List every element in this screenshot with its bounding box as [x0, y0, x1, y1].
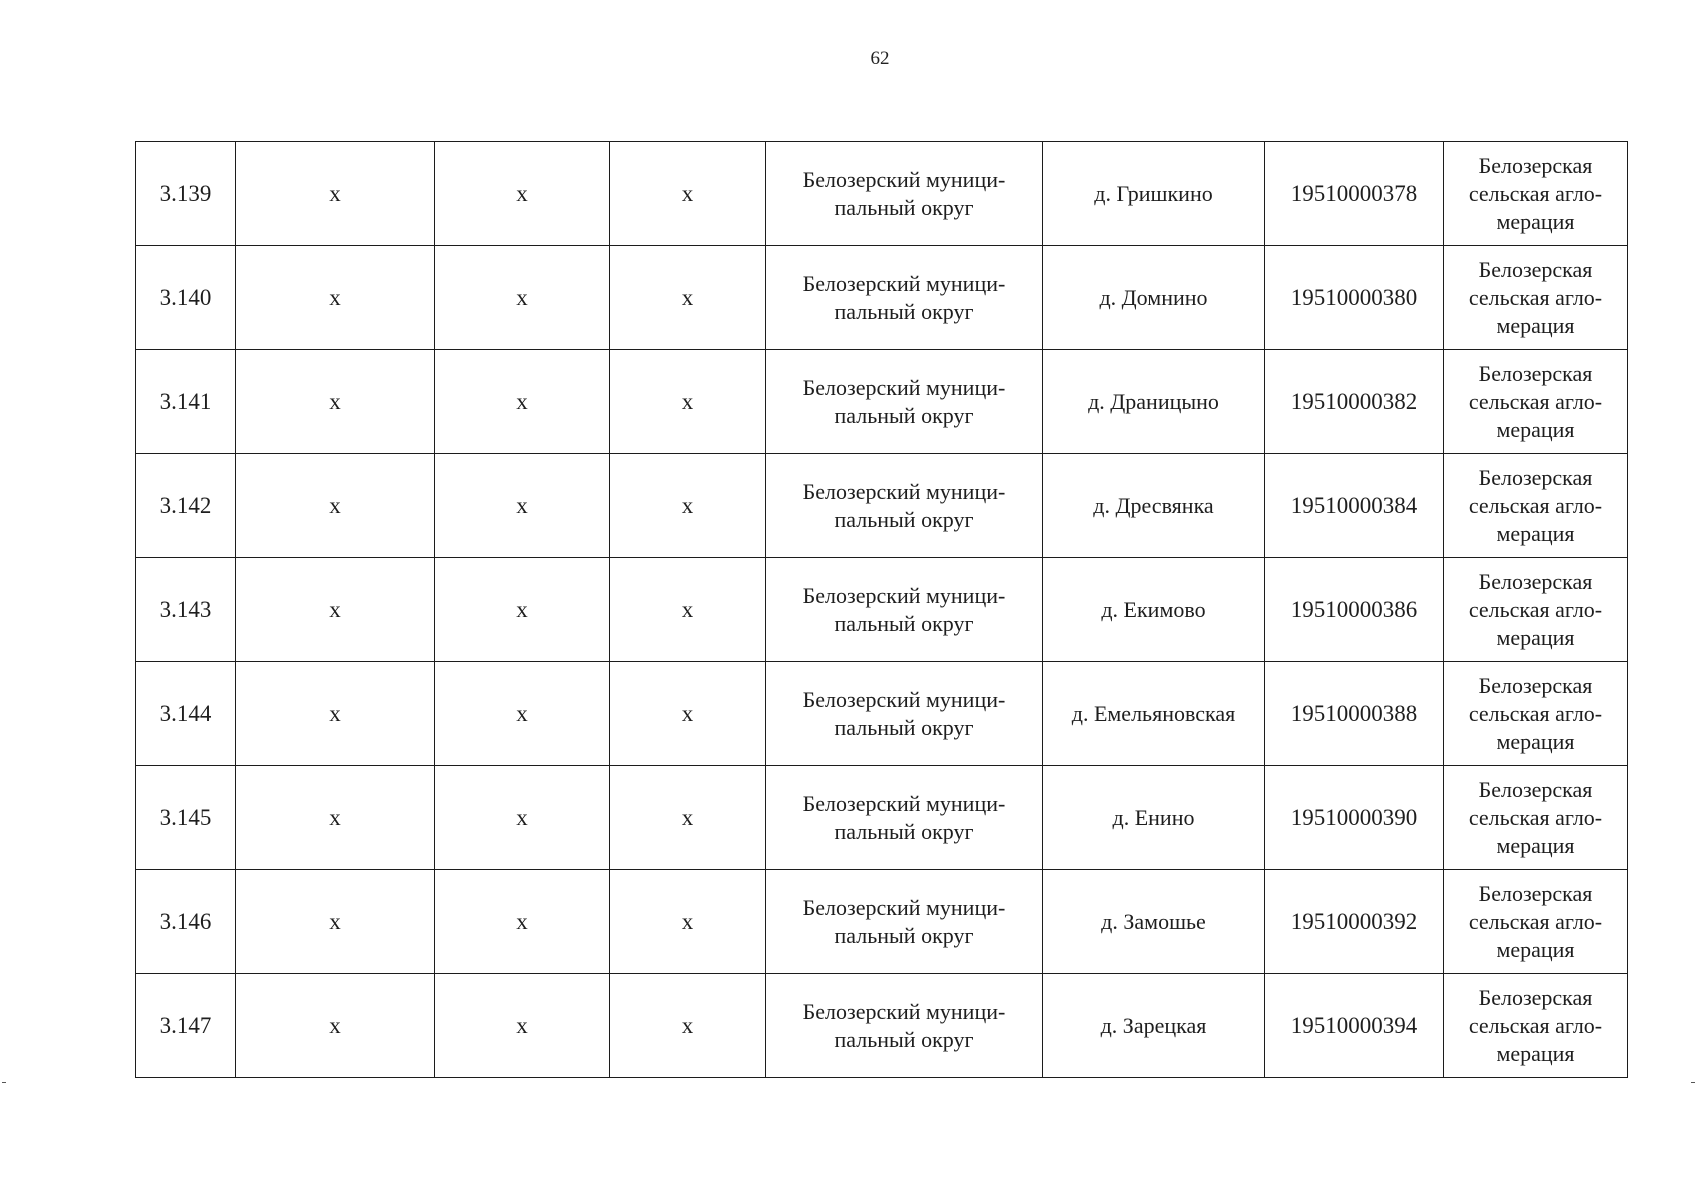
placeholder-cell: х	[236, 662, 435, 766]
municipality-cell	[766, 246, 1043, 350]
municipality-line: пальный округ	[834, 610, 974, 636]
municipality-line: Белозерский муници-	[802, 998, 1006, 1024]
municipality-line: Белозерский муници-	[802, 582, 1006, 608]
row-number-cell: 3.147	[136, 974, 236, 1078]
placeholder-cell: х	[435, 974, 610, 1078]
settlement-cell: д. Замошье	[1043, 870, 1265, 974]
row-number-cell: 3.145	[136, 766, 236, 870]
settlement-cell: д. Драницыно	[1043, 350, 1265, 454]
agglomeration-line: мерация	[1496, 936, 1575, 962]
agglomeration-cell	[1444, 974, 1628, 1078]
placeholder-cell: х	[435, 558, 610, 662]
placeholder-cell: х	[236, 558, 435, 662]
settlement-cell: д. Екимово	[1043, 558, 1265, 662]
agglomeration-line: сельская агло-	[1468, 1012, 1603, 1038]
municipality-line: пальный округ	[834, 1026, 974, 1052]
placeholder-cell: х	[610, 142, 766, 246]
agglomeration-line: Белозерская	[1478, 464, 1593, 490]
placeholder-cell: х	[236, 870, 435, 974]
placeholder-cell: х	[236, 350, 435, 454]
placeholder-cell: х	[236, 246, 435, 350]
oktmo-code-cell: 19510000380	[1265, 246, 1444, 350]
placeholder-cell: х	[236, 454, 435, 558]
page-number: 62	[870, 48, 890, 69]
municipality-line: Белозерский муници-	[802, 894, 1006, 920]
placeholder-cell: х	[435, 870, 610, 974]
agglomeration-cell	[1444, 142, 1628, 246]
row-number-cell: 3.144	[136, 662, 236, 766]
oktmo-code-cell: 19510000382	[1265, 350, 1444, 454]
settlement-cell: д. Зарецкая	[1043, 974, 1265, 1078]
agglomeration-line: сельская агло-	[1468, 804, 1603, 830]
agglomeration-line: мерация	[1496, 1040, 1575, 1066]
placeholder-cell: х	[610, 870, 766, 974]
placeholder-cell: х	[435, 662, 610, 766]
table-row	[136, 558, 1628, 662]
oktmo-code-cell: 19510000392	[1265, 870, 1444, 974]
agglomeration-cell	[1444, 454, 1628, 558]
municipality-cell	[766, 142, 1043, 246]
agglomeration-line: мерация	[1496, 832, 1575, 858]
registry-table	[135, 141, 1628, 1078]
agglomeration-cell	[1444, 870, 1628, 974]
agglomeration-line: Белозерская	[1478, 152, 1593, 178]
agglomeration-line: сельская агло-	[1468, 388, 1603, 414]
scan-edge-mark-left	[2, 1082, 6, 1083]
placeholder-cell: х	[435, 246, 610, 350]
agglomeration-line: мерация	[1496, 312, 1575, 338]
municipality-line: Белозерский муници-	[802, 790, 1006, 816]
agglomeration-line: мерация	[1496, 728, 1575, 754]
municipality-line: пальный округ	[834, 922, 974, 948]
table-row	[136, 870, 1628, 974]
table-row	[136, 350, 1628, 454]
agglomeration-line: сельская агло-	[1468, 180, 1603, 206]
placeholder-cell: х	[610, 558, 766, 662]
row-number-cell: 3.146	[136, 870, 236, 974]
municipality-line: Белозерский муници-	[802, 270, 1006, 296]
municipality-line: Белозерский муници-	[802, 166, 1006, 192]
placeholder-cell: х	[435, 142, 610, 246]
settlement-cell: д. Емельяновская	[1043, 662, 1265, 766]
agglomeration-cell	[1444, 766, 1628, 870]
agglomeration-cell	[1444, 558, 1628, 662]
agglomeration-line: Белозерская	[1478, 568, 1593, 594]
placeholder-cell: х	[435, 350, 610, 454]
row-number-cell: 3.141	[136, 350, 236, 454]
scan-edge-mark-right	[1691, 1082, 1695, 1083]
agglomeration-line: сельская агло-	[1468, 908, 1603, 934]
oktmo-code-cell: 19510000378	[1265, 142, 1444, 246]
row-number-cell: 3.142	[136, 454, 236, 558]
table-row	[136, 142, 1628, 246]
table-row	[136, 246, 1628, 350]
placeholder-cell: х	[610, 974, 766, 1078]
placeholder-cell: х	[610, 454, 766, 558]
placeholder-cell: х	[236, 974, 435, 1078]
placeholder-cell: х	[236, 766, 435, 870]
row-number-cell: 3.143	[136, 558, 236, 662]
table-row	[136, 662, 1628, 766]
settlement-cell: д. Енино	[1043, 766, 1265, 870]
agglomeration-line: Белозерская	[1478, 256, 1593, 282]
row-number-cell: 3.140	[136, 246, 236, 350]
oktmo-code-cell: 19510000390	[1265, 766, 1444, 870]
municipality-cell	[766, 662, 1043, 766]
table-row	[136, 974, 1628, 1078]
oktmo-code-cell: 19510000386	[1265, 558, 1444, 662]
row-number-cell: 3.139	[136, 142, 236, 246]
agglomeration-line: Белозерская	[1478, 880, 1593, 906]
settlement-cell: д. Гришкино	[1043, 142, 1265, 246]
oktmo-code-cell: 19510000384	[1265, 454, 1444, 558]
agglomeration-line: Белозерская	[1478, 360, 1593, 386]
municipality-line: пальный округ	[834, 818, 974, 844]
placeholder-cell: х	[610, 662, 766, 766]
placeholder-cell: х	[435, 766, 610, 870]
table-row	[136, 454, 1628, 558]
placeholder-cell: х	[610, 246, 766, 350]
agglomeration-line: Белозерская	[1478, 984, 1593, 1010]
municipality-cell	[766, 558, 1043, 662]
agglomeration-line: сельская агло-	[1468, 596, 1603, 622]
agglomeration-line: Белозерская	[1478, 776, 1593, 802]
table-row	[136, 766, 1628, 870]
placeholder-cell: х	[435, 454, 610, 558]
agglomeration-line: мерация	[1496, 208, 1575, 234]
agglomeration-line: мерация	[1496, 416, 1575, 442]
table-body	[136, 142, 1628, 1078]
municipality-line: Белозерский муници-	[802, 374, 1006, 400]
municipality-line: Белозерский муници-	[802, 686, 1006, 712]
agglomeration-line: сельская агло-	[1468, 700, 1603, 726]
municipality-cell	[766, 974, 1043, 1078]
placeholder-cell: х	[236, 142, 435, 246]
agglomeration-line: мерация	[1496, 520, 1575, 546]
municipality-cell	[766, 350, 1043, 454]
agglomeration-line: сельская агло-	[1468, 284, 1603, 310]
municipality-line: пальный округ	[834, 194, 974, 220]
municipality-cell	[766, 454, 1043, 558]
municipality-line: пальный округ	[834, 402, 974, 428]
municipality-line: пальный округ	[834, 506, 974, 532]
placeholder-cell: х	[610, 766, 766, 870]
municipality-line: Белозерский муници-	[802, 478, 1006, 504]
agglomeration-line: сельская агло-	[1468, 492, 1603, 518]
municipality-line: пальный округ	[834, 714, 974, 740]
agglomeration-cell	[1444, 662, 1628, 766]
municipality-cell	[766, 766, 1043, 870]
agglomeration-line: мерация	[1496, 624, 1575, 650]
placeholder-cell: х	[610, 350, 766, 454]
agglomeration-cell	[1444, 246, 1628, 350]
oktmo-code-cell: 19510000394	[1265, 974, 1444, 1078]
municipality-cell	[766, 870, 1043, 974]
oktmo-code-cell: 19510000388	[1265, 662, 1444, 766]
municipality-line: пальный округ	[834, 298, 974, 324]
agglomeration-line: Белозерская	[1478, 672, 1593, 698]
settlement-cell: д. Домнино	[1043, 246, 1265, 350]
settlement-cell: д. Дресвянка	[1043, 454, 1265, 558]
agglomeration-cell	[1444, 350, 1628, 454]
